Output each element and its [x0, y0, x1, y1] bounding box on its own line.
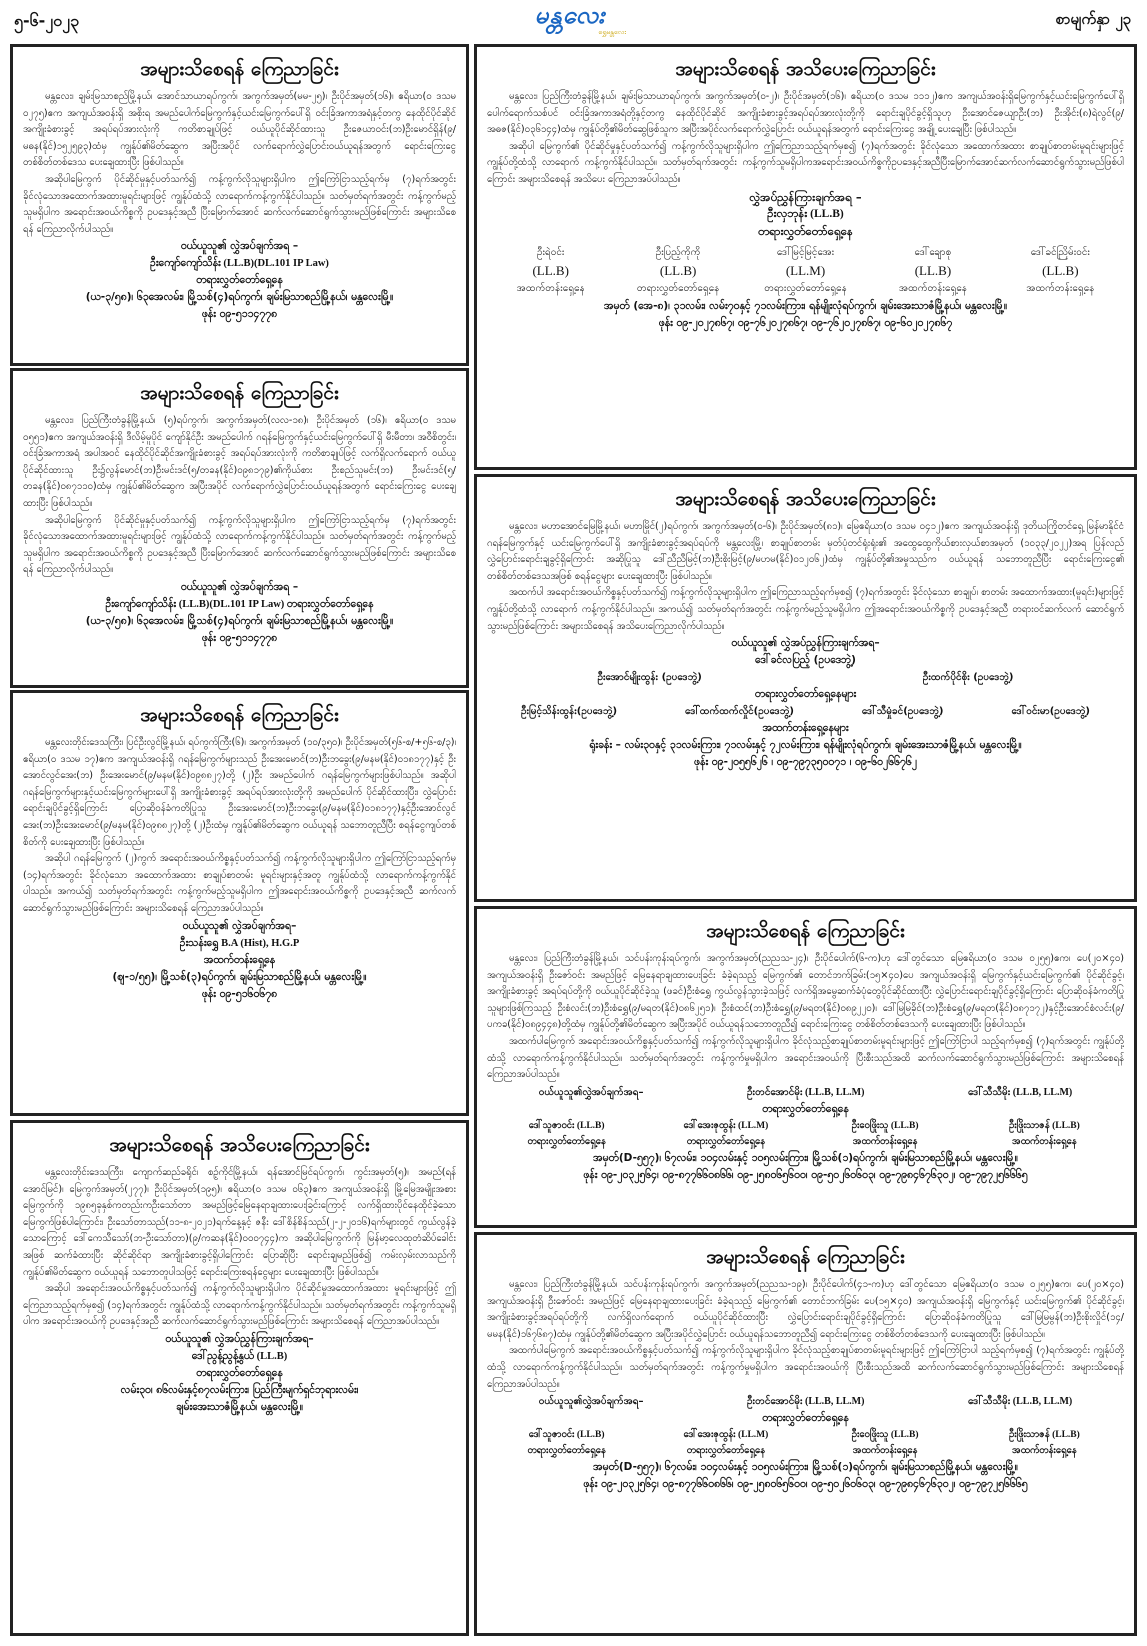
lawyer-name: ဒေါ်ညွန့်ညွန့်နွယ် (LL.B): [191, 1350, 288, 1362]
lawyer-entry: [806, 1427, 965, 1459]
notice-title: အများသိစေရန် ကြေညာခြင်း: [140, 382, 339, 404]
lawyer-name: ဦးဖြိုးသာဇန် (LL.B): [1008, 1120, 1080, 1131]
lawyer-name: ဦးဖြိုးသာဇန် (LL.B): [1008, 1430, 1080, 1441]
notice-body: အဆိုပါမြေကွက် ပိုင်ဆိုင်မှုနှင့်ပတ်သက်၍ ကန့်ကွက်လိုသူများရှိပါက ဤကြော်ငြာသည့်ရက်မှ (၇)ရက်အတွင်း ခိုင်လုံသောအထောက်အထားမူရင်းများဖြင့် ကျွန်ုပ်ထံသို့ လာရောက်ကန့်ကွက်နိုင်ပါသည်။ သတ်မှတ်ရက်အတွင်း ကန့်ကွက်မည့်သူမရှိပါက အရောင်းအဝယ်ကိစ္စကို ဥပဒေနှင့်အညီ ပြီးမြောက်အောင် ဆက်လက်ဆောင်ရွက်သွားမည်ဖြစ်ကြောင်း အများသိစေရန် ကြေညာလိုက်ပါသည်။: [23, 514, 456, 576]
notice-2: [10, 368, 469, 688]
notice-body: မန္တလေး၊ ပြည်ကြီးတံခွန်မြို့နယ်၊ ချမ်းမြသာယာရပ်ကွက်၊ အကွက်အမှတ်(၀-၂)၊ ဦးပိုင်အမှတ်(၁၆)၊ ဧရိယာ(၀ ဒသမ ၁၁၁၂)ဧက အကျယ်အဝန်းရှိမြေကွက်နှင့်ယင်းမြေကွက်ပေါ်ရှိ ပေါက်ရောက်သစ်ပင် ဝင်းခြံအကာအရံတို့နှင့်တကွ နေထိုင်ပိုင်ဆိုင် အကျိုးခံစားခွင့်အရပ်ရပ်အားလုံးတို့ကို ရောင်းချပိုင်ခွင့်ရှိသူဟု ဦးအောင်ဇေယျာဦး(ဘ) ဦးအိုင်း(၈)ရဲလွင်(၉/အဓဇ(နိုင်)၀၃၆၁၄၄)ထံမှ ကျွန်ုပ်တို့၏မိတ်ဆွေဖြစ်သူက အပြီးအပိုင်လက်ရောက်လွှဲပြောင်း ဝယ်ယူရန်အတွက် ရောင်းကြေးငွေ အချို့ ပေးချေပြီး ဖြစ်ပါသည်။: [487, 91, 1124, 136]
lawyer-row: [487, 1427, 1124, 1459]
lawyer-title: တရားလွှတ်တော်ရှေ့နေ: [686, 1135, 766, 1147]
phone-number: ဖုန်း ၀၉-၂၀၅၅၆၂၆ ၊ ၀၉-၇၉၇၃၅၀၀၇၁ ၊ ၀၉-၆၀၂၆၆၇၆၂: [694, 756, 917, 769]
lawyer-name: ဒေါ်ခင်လပြည့် (ဥပဒေဘွဲ့): [755, 654, 856, 667]
lawyer-entry: [997, 244, 1124, 298]
lawyer-title: အထက်တန်းရှေ့နေ: [203, 953, 276, 966]
lawyer-title: အထက်တန်းရှေ့နေများ: [762, 722, 849, 735]
lawyer-name: ဒေါ်သူဇာဝင်း (LL.B): [528, 1430, 605, 1441]
lawyer-title: တရားလွှတ်တော်ရှေ့နေများ: [754, 688, 857, 701]
lawyer-name: ဦးဝေဖြိုးသူ (LL.B): [851, 1430, 919, 1441]
office-address: လမ်း၃၀၊ ၈၆လမ်းနှင့်၈၇လမ်းကြား၊ ပြည်ကြီးမျက်ရှင်ဘုရားလမ်း၊: [120, 1383, 359, 1396]
lawyer-name: ဦးဝေဖြိုးသူ (LL.B): [851, 1120, 919, 1131]
lawyer-name: ဒေါ်သီမှုံခင်(ဥပဒေဘွဲ့): [861, 706, 944, 718]
lawyer-entry: [806, 1118, 965, 1150]
lawyer-title: အထက်တန်းရှေ့နေ: [852, 1445, 918, 1457]
lawyer-name: ဦးထက်ပိုင်စိုး (ဥပဒေဘွဲ့): [922, 672, 1014, 684]
lawyer-name: ဒေါ်သီသီမိုး (LL.B, LL.M): [967, 1396, 1073, 1408]
lawyer-degree: (LL.M): [785, 262, 826, 278]
lawyer-title: တရားလွှတ်တော်ရှေ့နေ: [758, 223, 853, 238]
lawyer-name: ဦးမြင့်သိန်းထွန်း(ဥပဒေဘွဲ့): [520, 706, 618, 718]
lawyer-degree: (LL.B): [1042, 262, 1079, 278]
notice-body: မန္တလေးတိုင်းဒေသကြီး၊ ပြင်ဦးလွင်မြို့နယ်၊ ရပ်ကွက်ကြီး(၆)၊ အကွက်အမှတ် (၁၀/၃၅၀)၊ ဦးပိုင်အမှတ်(၅၆-စ/+၅၆-စ/၃)၊ ဧရိယာ(၀ ဒသမ ၁၇)ဧက အကျယ်အဝန်းရှိ ဂရန်မြေကွက်များသည် ဦးအေးမောင်(ဘ)ဦးဘခွေး(၉/မနမ(နိုင်)၀၁၈၁၇၇)နှင့် ဦးအောင်လွင်အေး(ဘ) ဦးအေးမောင်(၉/မနမ(နိုင်)၀၉၈၈၂၇)တို့ (၂)ဦး အမည်ပေါက် ဂရန်မြေကွက်များဖြစ်ပါသည်။ အဆိုပါ ဂရန်မြေကွက်များနှင့်ယင်းမြေကွက်များပေါ်ရှိ အကျိုးခံစားခွင့် အရပ်ရပ်အားလုံးတို့ကို အမည်ပေါက် ပိုင်ဆိုင်ထားပြီး၊ လွှဲပြောင်းရောင်းချပိုင်ခွင့်ရှိကြောင်း ပြောဆိုဝန်ခံကတိပြုသူ ဦးအေးမောင်(ဘ)ဦးဘခွေး(၉/မနမ(နိုင်)၀၁၈၁၇၇)နှင့်ဦးအောင်လွင်အေး(ဘ)ဦးအေးမောင်(၉/မနမ(နိုင်)၀၉၈၈၂၇)တို့ (၂)ဦးထံမှ ကျွန်ုပ်၏မိတ်ဆွေက ဝယ်ယူရန် သဘောတူညီပြီး စရန်ငွေကျပ်တစ်စိတ်ကို ပေးချေထားပြီး ဖြစ်ပါသည်။: [23, 737, 456, 848]
notice-body: မန္တလေး၊ ပြည်ကြီးတံခွန်မြို့နယ်၊ (၅)ရပ်ကွက်၊ အကွက်အမှတ်(လလ-၁၈)၊ ဦးပိုင်အမှတ် (၁၆)၊ ဧရိယာ(၀ ဒသမ ၀၅၅၁)ဧက အကျယ်အဝန်းရှိ ဒီလိမ့်မူပိုင် ကျော်နိုင်ဦး အမည်ပေါက် ဂရန်မြေကွက်နှင့်ယင်းမြေကွက်ပေါ်ရှိ မီးမီတာ၊ အဝီစိတွင်း၊ ဝင်းခြံအကာအရံ အပါအဝင် နေထိုင်ပိုင်ဆိုင်အကျိုးခံစားခွင့် အရပ်ရပ်အားလုံးကို ကတိစာချုပ်ဖြင့် လက်ရှိလက်ရောက် ဝယ်ယူပိုင်ဆိုင်ထားသူ ဦး၌လွန်မောင်(ဘ)ဦးမင်းဒင်(၅/တခန(နိုင်)၀၉၈၁၇၉)၏ကိုယ်စား ဦးစည်သူမင်း(ဘ) ဦးမင်းဒင်(၅/တခန(နိုင်)၀၈၇၁၁၀)ထံမှ ကျွန်ုပ်၏မိတ်ဆွေက အပြီးအပိုင် လက်ရောက်လွှဲပြောင်းဝယ်ယူရန်အတွက် ရောင်းကြေးငွေ ပေးချေထားပြီး ဖြစ်ပါသည်။: [23, 415, 456, 509]
lawyer-title: တရားလွှတ်တော်ရှေ့နေ: [527, 1445, 606, 1457]
notice-4: [10, 1120, 469, 1636]
notice-5: [474, 44, 1137, 470]
office-address: အမှတ်(D-၅၅၇)၊ ၆၇လမ်း၊ ၁၀၄လမ်းနှင့် ၁၀၅လမ်းကြား၊ မြို့သစ်(၁)ရပ်ကွက်၊ ချမ်းမြသာစည်မြို့နယ်၊ မန္တလေးမြို့။: [593, 1461, 1018, 1474]
notice-title: အများသိစေရန် ကြေညာခြင်း: [140, 704, 339, 726]
office-address: ရုံးခန်း – လမ်း၃၀နှင့် ၃၁လမ်းကြား၊ ၇၁လမ်းနှင့် ၇၂လမ်းကြား၊ ရန်မျိုးလုံရပ်ကွက်၊ ချမ်းအေးသာဇံမြို့နယ်၊ မန္တလေးမြို့။: [589, 739, 1022, 752]
notice-body: အထက်ပါမြေကွက် အရောင်းအဝယ်ကိစ္စနှင့်ပတ်သက်၍ ကန့်ကွက်လိုသူများရှိပါက ခိုင်လုံသည့်စာချုပ်စာတမ်းမူရင်းများဖြင့် ဤကြော်ငြာပါ သည့်ရက်မှစ၍ (၇)ရက်အတွင်း ကျွန်ုပ်တို့ထံသို့ လာရောက်ကန့်ကွက်နိုင်ပါသည်။ သတ်မှတ်ရက်အတွင်း ကန့်ကွက်မှုမရှိပါက အရောင်းအဝယ်ကို ပြီးစီးသည်အထိ ဆက်လက်ဆောင်ရွက်သွားမည်ဖြစ်ကြောင်း အများသိစေရန် ကြေညာအပ်ပါသည်။: [487, 1035, 1124, 1081]
signature-intro: ဝယ်ယူသူ၏ လွှဲအပ်ချက်အရ–: [182, 919, 297, 932]
notice-body: အထက်ပါမြေကွက် အရောင်းအဝယ်ကိစ္စနှင့်ပတ်သက်၍ ကန့်ကွက်လိုသူများရှိပါက ခိုင်လုံသည့်စာချုပ်စာတမ်းမူရင်းများဖြင့် ဤကြော်ငြာပါ သည့်ရက်မှစ၍ (၇)ရက်အတွင်း ကျွန်ုပ်တို့ထံသို့ လာရောက်ကန့်ကွက်နိုင်ပါသည်။ သတ်မှတ်ရက်အတွင်း ကန့်ကွက်မှုမရှိပါက အရောင်းအဝယ်ကို ပြီးစီးသည်အထိ ဆက်လက်ဆောင်ရွက်သွားမည်ဖြစ်ကြောင်း အများသိစေရန် ကြေညာအပ်ပါသည်။: [487, 1345, 1124, 1390]
masthead-logo: [500, 2, 640, 36]
signature-intro: ဝယ်ယူသူ၏လွှဲအပ်ချက်အရ–: [538, 1396, 644, 1408]
phone-number: ဖုန်း ၀၉-၅၁၁၄၇၇၈: [201, 308, 278, 321]
lawyer-name: ဦးအောင်မျိုးထွန်း (ဥပဒေဘွဲ့): [597, 672, 702, 684]
lawyer-name: ဒေါ်ခင်ညြိမ်းဝင်း: [1030, 246, 1090, 258]
issue-date: ၅-၆-၂၀၂၃: [14, 11, 79, 30]
phone-number: ဖုန်း ၀၉-၂၀၃၂၅၆၄၊ ၀၉-၈၇၇၆၆၀၈၆၆၊ ၀၉-၂၅၈၀၆၅၆၀၀၊ ၀၉-၅၀၂၆၀၆၀၃၊ ၀၉-၇၉၈၄၆၇၆၃၀၂၊ ၀၉-၇၉၇၂၅၆၆၆၅: [583, 1478, 1028, 1491]
lawyer-row: [487, 669, 1124, 686]
lawyer-title: အထက်တန်းရှေ့နေ: [852, 1135, 918, 1147]
lawyer-title: အထက်တန်းရှေ့နေ: [1012, 1445, 1077, 1457]
notice-body: မန္တလေး၊ ပြည်ကြီးတံခွန်မြို့နယ်၊ သင်ပန်းကုန်းရပ်ကွက်၊ အကွက်အမှတ်(ညညသ-၂၄)၊ ဦးပိုင်ပေါက်(၆-က)ဟု ဒေါ်တွင်သော မြေဧရိယာ(၀ ဒသမ ၀၂၅၅)ဧက၊ ပေ(၂၀×၄၀) အကျယ်အဝန်းရှိ ဦးဇော်ဝင်း အမည်ဖြင့် မြေနေရာချထားပေးခြင်း ခံခဲ့ရသည့် မြေကွက်၏ တောင်ဘက်ခြမ်း(၁၅×၄၀)ပေ အကျယ်အဝန်းရှိ မြေကွက်နှင့်ယင်းမြေကွက်၏ ပိုင်ဆိုင်ခွင့်၊ အကျိုးခံစားခွင့် အရပ်ရပ်တို့ကို ဝယ်ယူပိုင်ဆိုင်ခဲ့သူ (ဖခင်)ဦးစံရွှေ ကွယ်လွန်သွားခဲ့သဖြင့် လက်ရှိအမွေဆက်ခံပုံတွေပိုင်ဆိုင်ထားပြီး လွှဲပြောင်းရောင်းချပိုင်ခွင့်ရှိကြောင်း ပြောဆိုဝန်ခံကတိပြုသူများဖြစ်ကြသည့် ဦးစံလင်း(ဘ)ဦးစံရွှေ(၉/မရတ(နိုင်)၀၈၆၂၅၁)၊ ဦးစံထင်(ဘ)ဦးစံရွှေ(၉/မရတ(နိုင်)၀၈၉၂၂၀)၊ ဒေါ်မြမြခိုင်(ဘ)ဦးစံရွှေ(၉/မရတ(နိုင်)၀၈၇၁၇၂)နှင့်ဦးအောင်စံလင်း(၉/ပကခ(နိုင်)၀၈၉၄၄၈)တို့ထံမှ ကျွန်ုပ်တို့၏မိတ်ဆွေက အပြီးအပိုင် ဝယ်ယူရန်သဘောတူညီ၍ ရောင်းကြေးငွေ တစ်စိတ်တစ်ဒေသကို ပေးချေထားပြီး ဖြစ်ပါသည်။: [487, 953, 1124, 1031]
lawyer-degree: (LL.B): [914, 262, 952, 278]
notice-body: အဆိုပါ အရောင်းအဝယ်ကိစ္စနှင့်ပတ်သက်၍ ကန့်ကွက်လိုသူများရှိပါက ပိုင်ဆိုင်မှုအထောက်အထား မူရင်းများဖြင့် ဤကြေညာသည့်ရက်မှစ၍ (၁၄)ရက်အတွင်း ကျွန်ုပ်ထံသို့ လာရောက်ကန့်ကွက်နိုင်ပါသည်။ သတ်မှတ်ရက်အတွင်း ကန့်ကွက်သူမရှိပါက အရောင်းအဝယ်ကို ဥပဒေနှင့်အညီ ဆက်လက်ဆောင်ရွက်သွားမည်ဖြစ်ကြောင်း အများသိစေရန် ကြေညာအပ်ပါသည်။: [23, 1283, 456, 1328]
notice-title: အများသိစေရန် အသိပေးကြေညာခြင်း: [675, 58, 936, 80]
lawyer-title: တရားလွှတ်တော်ရှေ့နေ: [196, 1366, 283, 1379]
lawyer-name: ဦးတင်အောင်မိုး (LL.B, LL.M): [747, 1396, 865, 1408]
lawyer-name: ဒေါ်ဝင်းမာ(ဥပဒေဘွဲ့): [1011, 706, 1091, 718]
office-address: (ဈ-၁/၅၅)၊ မြို့သစ်(၃)ရပ်ကွက်၊ ချမ်းမြသာစည်မြို့နယ်၊ မန္တလေးမြို့။: [112, 970, 367, 983]
lawyer-name: ဦးတင်အောင်မိုး (LL.B, LL.M): [747, 1086, 865, 1098]
notice-body: အဆိုပါမြေကွက် ပိုင်ဆိုင်မှုနှင့်ပတ်သက်၍ ကန့်ကွက်လိုသူများရှိပါက ဤကြော်ငြာသည့်ရက်မှ (၇)ရက်အတွင်း ခိုင်လုံသောအထောက်အထားမူရင်းများဖြင့် ကျွန်ုပ်ထံသို့ လာရောက်ကန့်ကွက်နိုင်ပါသည်။ သတ်မှတ်ရက်အတွင်း ကန့်ကွက်မည့်သူမရှိပါက အရောင်းအဝယ်ကိစ္စကို ဥပဒေနှင့်အညီ ပြီးမြောက်အောင် ဆက်လက်ဆောင်ရွက်သွားမည်ဖြစ်ကြောင်း အများသိစေရန် ကြေညာလိုက်ပါသည်။: [23, 173, 456, 235]
notice-title: အများသိစေရန် ကြေညာခြင်း: [706, 1246, 905, 1268]
phone-number: ဖုန်း ၀၉-၂၀၃၂၅၆၄၊ ၀၉-၈၇၇၆၆၀၈၆၆၊ ၀၉-၂၅၈၀၆၅၆၀၀၊ ၀၉-၅၀၂၆၀၆၀၃၊ ၀၉-၇၉၈၄၆၇၆၃၀၂၊ ၀၉-၇၉၇၂၅၆၆၆၅: [583, 1168, 1028, 1181]
lawyer-title: တရားလွှတ်တော်ရှေ့နေ: [686, 1445, 766, 1457]
lawyer-entry: [965, 1118, 1124, 1150]
lawyer-entry: [869, 244, 996, 298]
lawyer-title: တရားလွှတ်တော်ရှေ့နေ: [196, 274, 283, 287]
lawyer-name: ဒေါ်ချောစု: [914, 246, 952, 258]
lawyer-row: [487, 1118, 1124, 1150]
lawyer-title: အထက်တန်းရှေ့နေ: [1012, 1135, 1077, 1147]
lawyer-name: ဒေါ်မြင့်မြင့်အေး: [776, 246, 835, 258]
lawyer-entry: [646, 1427, 805, 1459]
lawyer-name: ဒေါ်သီသီမိုး (LL.B, LL.M): [967, 1086, 1073, 1098]
office-address: (ယ-၃/၅၈)၊ ၆၃အေလမ်း၊ မြို့သစ်(၄)ရပ်ကွက်၊ ချမ်းမြသာစည်မြို့နယ်၊ မန္တလေးမြို့။: [85, 614, 394, 627]
lawyer-entry: [487, 1427, 646, 1459]
logo-subtext: ရွှေမန္တလေး: [598, 28, 626, 36]
lawyer-degree: (LL.B): [659, 262, 697, 278]
lawyer-entry: [487, 244, 614, 298]
page-number: စာမျက်နှာ ၂၃: [1055, 10, 1131, 28]
notice-7: [474, 906, 1137, 1228]
office-address: (ယ-၃/၅၈)၊ ၆၃အေလမ်း၊ မြို့သစ်(၄)ရပ်ကွက်၊ ချမ်းမြသာစည်မြို့နယ်၊ မန္တလေးမြို့။: [85, 291, 394, 304]
notice-body: အဆိုပါ ဂရန်မြေကွက် (၂)ကွက် အရောင်းအဝယ်ကိစ္စနှင့်ပတ်သက်၍ ကန့်ကွက်လိုသူများရှိပါက ဤကြော်ငြာသည့်ရက်မှ (၁၄)ရက်အတွင်း ခိုင်လုံသော အထောက်အထား စာချုပ်စာတမ်း မူရင်းများနှင့်အတူ ကျွန်ုပ်ထံသို့ လာရောက်ကန့်ကွက်နိုင်ပါသည်။ အကယ်၍ သတ်မှတ်ရက်အတွင်း ကန့်ကွက်မည့်သူမရှိပါက ဤအရောင်းအဝယ်ကိစ္စကို ဥပဒေနှင့်အညီ ဆက်လက်ဆောင်ရွက်သွားမည်ဖြစ်ကြောင်း အများသိစေရန် ကြေညာအပ်ပါသည်။: [23, 853, 456, 914]
lawyer-title: တရားလွှတ်တော်ရှေ့နေ: [764, 282, 847, 294]
lawyer-entry: [487, 1118, 646, 1150]
lawyer-title: တရားလွှတ်တော်ရှေ့နေ: [762, 1102, 849, 1115]
phone-number: ဖုန်း ၀၉-၅၁၆၀၆၇၈: [201, 987, 278, 1000]
office-address: အမှတ်(D-၅၅၇)၊ ၆၇လမ်း၊ ၁၀၄လမ်းနှင့် ၁၀၅လမ်းကြား၊ မြို့သစ်(၁)ရပ်ကွက်၊ ချမ်းမြသာစည်မြို့နယ်၊ မန္တလေးမြို့။: [593, 1151, 1018, 1164]
notice-1: [10, 44, 469, 366]
office-address: အမှတ် (အေ-၈)၊ ၃၁လမ်း၊ လမ်း၇၀နှင့် ၇၁လမ်းကြား၊ ရန်မျိုးလုံရပ်ကွက်၊ ချမ်းအေးသာဇံမြို့နယ်၊ မန္တလေးမြို့။: [603, 299, 1008, 312]
lawyer-name: ဦးရဲဝင်း: [536, 246, 565, 258]
signature-intro: ဝယ်ယူသူ၏လွှဲအပ်ချက်အရ–: [538, 1086, 644, 1098]
lawyer-row: [487, 1084, 1124, 1101]
notice-title: အများသိစေရန် အသိပေးကြေညာခြင်း: [109, 1134, 370, 1156]
signature-intro: လွှဲအပ်ညွှန်ကြားချက်အရ –: [749, 189, 862, 204]
notice-6: [474, 474, 1137, 902]
signature-intro: ဝယ်ယူသူ၏ လွှဲအပ်ညွှန်ကြားချက်အရ–: [165, 1332, 314, 1345]
notice-body: အထက်ပါ အရောင်းအဝယ်ကိစ္စနှင့်ပတ်သက်၍ ကန့်ကွက်လိုသူများရှိပါက ဤကြေညာသည့်ရက်မှစ၍ (၇)ရက်အတွင်း ခိုင်လုံသော စာချုပ်၊ စာတမ်း အထောက်အထား(မူရင်း)များဖြင့် ကျွန်ုပ်တို့ထံသို့ လာရောက် ကန့်ကွက်နိုင်ပါသည်။ အကယ်၍ သတ်မှတ်ရက်အတွင်း ကန့်ကွက်မည့်သူမရှိပါက ဤအရောင်းအဝယ်ကိစ္စကို ဥပဒေနှင့်အညီ တရားဝင်ဆက်လက် ဆောင်ရွက်သွားမည်ဖြစ်ကြောင်း အများသိစေရန် အသိပေးကြေညာလိုက်ပါသည်။: [487, 587, 1124, 632]
lawyer-title: အထက်တန်းရှေ့နေ: [1026, 282, 1095, 294]
lawyer-name: ဒေါ်အေးဇုထွန်း (LL.M): [683, 1430, 769, 1441]
lawyer-title: တရားလွှတ်တော်ရှေ့နေ: [527, 1135, 606, 1147]
page-header: [0, 0, 1147, 40]
lawyer-row: [487, 1393, 1124, 1410]
lawyer-list: [487, 244, 1124, 298]
notice-title: အများသိစေရန် ကြေညာခြင်း: [140, 58, 339, 80]
phone-number: ဖုန်း ၀၉-၅၁၁၄၇၇၈: [201, 631, 278, 644]
notice-body: မန္တလေး၊ မဟာအောင်မြေမြို့နယ်၊ မဟာမြိုင်(၂)ရပ်ကွက်၊ အကွက်အမှတ်(၀-၆)၊ ဦးပိုင်အမှတ်(၈၁)၊ မြေဧရိယာ(၀ ဒသမ ၀၄၁၂)ဧက အကျယ်အဝန်းရှိ ဒုတိယကြိုတင်ရှေ့ မြန်မာနိုင်ငံ ဂရန်မြေကွက်နှင့် ယင်းမြေကွက်ပေါ်ရှိ အကျိုးခံစားခွင့်အရပ်ရပ်ကို မန္တလေးမြို့၊ စာချုပ်စာတမ်း မှတ်ပုံတင်ရုံးရုံး၏ အထွေထွေကိုယ်စားလှယ်စာအမှတ် (၁၀၃၃/၂၀၂၂)အရ ပြန်လည်လွှဲပြောင်းရောင်းချခွင့်ရှိကြောင်း အဆိုပြုသူ ဒေါ်ညီညီမြင့်(ဘ)ဦးစိုးမြင့်(၉/မဟမ(နိုင်)၀၁၂၀၆၂)ထံမှ ကျွန်ုပ်တို့၏အမှုသည်က ဝယ်ယူရန် သဘောတူညီပြီး ရောင်းကြေးငွေ၏ တစ်စိတ်တစ်ဒေသအဖြစ် စရန်ငွေများ ပေးချေထားပြီး ဖြစ်ပါသည်။: [487, 521, 1124, 582]
signature-intro: ဝယ်ယူသူ၏ လွှဲအပ်ချက်အရ –: [180, 240, 299, 253]
lawyer-name: ဒေါ်ထက်ထက်လှိုင်(ဥပဒေဘွဲ့): [685, 706, 794, 718]
phone-number: ဖုန်း ၀၉-၂၀၂၇၈၆၇၊ ၀၉-၇၆၂၀၂၇၈၆၇၊ ၀၉-၇၆၂၀၂၇၈၆၇၊ ၀၉-၆၀၂၀၂၇၈၆၇: [658, 316, 953, 329]
logo-mark: မန္တလေး: [534, 0, 606, 29]
notice-body: အဆိုပါ မြေကွက်၏ ပိုင်ဆိုင်မှုနှင့်ပတ်သက်၍ ကန့်ကွက်လိုသူများရှိပါက ဤကြေညာသည့်ရက်မှစ၍ (၇)ရက်အတွင်း ခိုင်လုံသော အထောက်အထား စာချုပ်စာတမ်းမူရင်းများဖြင့် ကျွန်ုပ်တို့ထံသို့ လာရောက် ကန့်ကွက်နိုင်ပါသည်။ သတ်မှတ်ရက်အတွင်း ကန့်ကွက်သူမရှိပါကအရောင်းအဝယ်ကိစ္စကိုဥပဒေနှင့်အညီပြီးမြောက်အောင်ဆက်လက်ဆောင်ရွက်သွားမည်ဖြစ်ပါကြောင်း အများသိစေရန် အသိပေး ကြေညာအပ်ပါသည်။: [487, 140, 1124, 185]
notice-8: [474, 1232, 1137, 1636]
notice-3: [10, 690, 469, 1116]
lawyer-name: ဦးပြည့်ကိုကို: [655, 246, 701, 258]
notice-body: မန္တလေး၊ ပြည်ကြီးတံခွန်မြို့နယ်၊ သင်ပန်းကုန်းရပ်ကွက်၊ အကွက်အမှတ်(ညညသ-၁၉)၊ ဦးပိုင်ပေါက်(၄၁-က)ဟု ဒေါ်တွင်သော မြေဧရိယာ(၀ ဒသမ ၀၂၅၅)ဧက၊ ပေ(၂၀×၄၀) အကျယ်အဝန်းရှိ ဦးဇော်ဝင်း အမည်ဖြင့် မြေနေရာချထားပေးခြင်း ခံခဲ့ရသည့် မြေကွက်၏ တောင်ဘက်ခြမ်း ပေ(၁၅×၄၀) အကျယ်အဝန်းရှိ မြေကွက်နှင့် ယင်းမြေကွက်၏ ပိုင်ဆိုင်ခွင့်၊ အကျိုးခံစားခွင့်အရပ်ရပ်တို့ကို လက်ရှိလက်ရောက် ဝယ်ယူပိုင်ဆိုင်ထားပြီး လွှဲပြောင်းရောင်းချပိုင်ခွင့်ရှိကြောင်း ပြောဆိုဝန်ခံကတိပြုသူ ဒေါ်မြမြမွန်(ဘ)ဦးစိုးလှိုင်(၁၄/မမန(နိုင်)၁၆၇၆၈၇)ထံမှ ကျွန်ုပ်တို့၏မိတ်ဆွေက အပြီးအပိုင်လွှဲပြောင်း ဝယ်ယူရန်သဘောတူညီ၍ ရောင်းကြေးငွေ တစ်စိတ်တစ်ဒေသကို ပေးချေထားပြီး ဖြစ်ပါသည်။: [487, 1279, 1124, 1340]
lawyer-title: အထက်တန်းရှေ့နေ: [516, 282, 585, 294]
notice-body: မန္တလေးတိုင်းဒေသကြီး၊ ကျောက်ဆည်ခရိုင်၊ စဉ့်ကိုင်မြို့နယ်၊ ရန်အောင်မြင်ရပ်ကွက်၊ ကွင်းအမှတ်(၅)၊ အမည်(ရန်အောင်မြင်)၊ မြေကွက်အမှတ်(၂၇၇)၊ ဦးပိုင်အမှတ်(၁၉၅)၊ ဧရိယာ(၀ ဒသမ ၀၆၃)ဧက အကျယ်အဝန်းရှိ မြို့မြေအမျိုးအစားမြေကွက်ကို ၁၉၈၅ခုနှစ်ကတည်းကဦးသော်တာ အမည်ဖြင့်မြေနေရာချထားပေးခြင်းကြောင့် လက်ရှိထားပိုင်နေထိုင်ခဲ့သော မြေကွက်ဖြစ်ပါကြောင်း၊ ဦးသော်တာသည်(၁၁-၈-၂၀၂၁)ရက်နေ့နှင့် ဇနီး ဒေါ်စိန်စိန်သည်(၂-၂-၂၀၁၆)ရက်များတွင် ကွယ်လွန်ခဲ့သောကြောင့် ဒေါ်ကေသီသော်(ဘ-ဦးသော်တာ)(၉/ကဆန(နိုင်)၀၀၀၇၄၄)က အဆိုပါမြေကွက်ကို မြန်မာ့လေထုတံဆိပ်ခေါင်းအဖြစ် ဆက်ခံထားပြီး ဆိုင်ဆိုင်ရာ အကျိုးခံစားခွင့်ရှိပါကြောင်း ပြောဆိုပြီး ရောင်းချမည်ဖြစ်၍ ကမ်းလှမ်းလာသည်ကို ကျွန်ုပ်၏မိတ်ဆွေက ဝယ်ယူရန် သဘောတူပါသဖြင့် ရောင်းကြေးစရန်ငွေများ ပေးချေထားပြီး ဖြစ်ပါသည်။: [23, 1167, 456, 1278]
office-address-city: ချမ်းအေးသာဇံမြို့နယ်၊ မန္တလေးမြို့။: [175, 1400, 304, 1413]
lawyer-title: အထက်တန်းရှေ့နေ: [898, 282, 967, 294]
lawyer-name: ဦးကျော်ကျော်သိန်း (LL.B)(DL.101 IP Law): [150, 258, 329, 270]
lawyer-degree: (LL.B): [532, 262, 569, 278]
lawyer-title: တရားလွှတ်တော်ရှေ့နေ: [762, 1412, 849, 1425]
notice-body: မန္တလေး၊ ချမ်းမြသာစည်မြို့နယ်၊ အောင်သာယာရပ်ကွက်၊ အကွက်အမှတ်(မမ-၂၅)၊ ဦးပိုင်အမှတ်(၁၆)၊ ဧရိယာ(၀ ဒသမ ၀၂၇၅)ဧက အကျယ်အဝန်းရှိ အစိုးရ အမည်ပေါက်မြေကွက်နှင့်ယင်းမြေကွက်ပေါ်ရှိ ဝင်းခြံအကာအရံနှင့်တကွ နေထိုင်ပိုင်ဆိုင် အကျိုးခံစားခွင့် အရပ်ရပ်အားလုံးကို ကတိစာချုပ်ဖြင့် ဝယ်ယူပိုင်ဆိုင်ထားသူ ဦးဇေယာဝင်း(ဘ)ဦးမောင်ရှိန်(၉/မဓန(နိုင်)၁၅၂၅၉၃)ထံမှ ကျွန်ုပ်၏မိတ်ဆွေက အပြီးအပိုင် လက်ရောက်လွှဲပြောင်းဝယ်ယူရန်အတွက် ရောင်းကြေးငွေ တစ်စိတ်တစ်ဒေသ ပေးချေထားပြီး ဖြစ်ပါသည်။: [23, 91, 456, 169]
lawyer-entry: [742, 244, 869, 298]
signature-intro: ဝယ်ယူသူ၏ လွှဲအပ်ညွှန်ကြားချက်အရ–: [731, 637, 880, 650]
lawyer-name: ဦးသန်းရွှေ B.A (Hist), H.G.P: [179, 937, 300, 949]
lawyer-name: ဦးကျော်ကျော်သိန်း (LL.B)(DL.101 IP Law) တရားလွှတ်တော်ရှေ့နေ: [105, 598, 374, 610]
notice-title: အများသိစေရန် အသိပေးကြေညာခြင်း: [675, 488, 936, 510]
lawyer-row: [487, 703, 1124, 720]
notice-title: အများသိစေရန် ကြေညာခြင်း: [706, 920, 905, 942]
lawyer-name: ဦးလှဘုန်း (LL.B): [767, 207, 844, 220]
lawyer-name: ဒေါ်သူဇာဝင်း (LL.B): [528, 1120, 605, 1131]
lawyer-entry: [614, 244, 741, 298]
signature-intro: ဝယ်ယူသူ၏ လွှဲအပ်ချက်အရ –: [180, 580, 299, 593]
lawyer-title: တရားလွှတ်တော်ရှေ့နေ: [636, 282, 720, 294]
lawyer-name: ဒေါ်အေးဇုထွန်း (LL.M): [683, 1120, 769, 1131]
lawyer-entry: [646, 1118, 805, 1150]
lawyer-entry: [965, 1427, 1124, 1459]
